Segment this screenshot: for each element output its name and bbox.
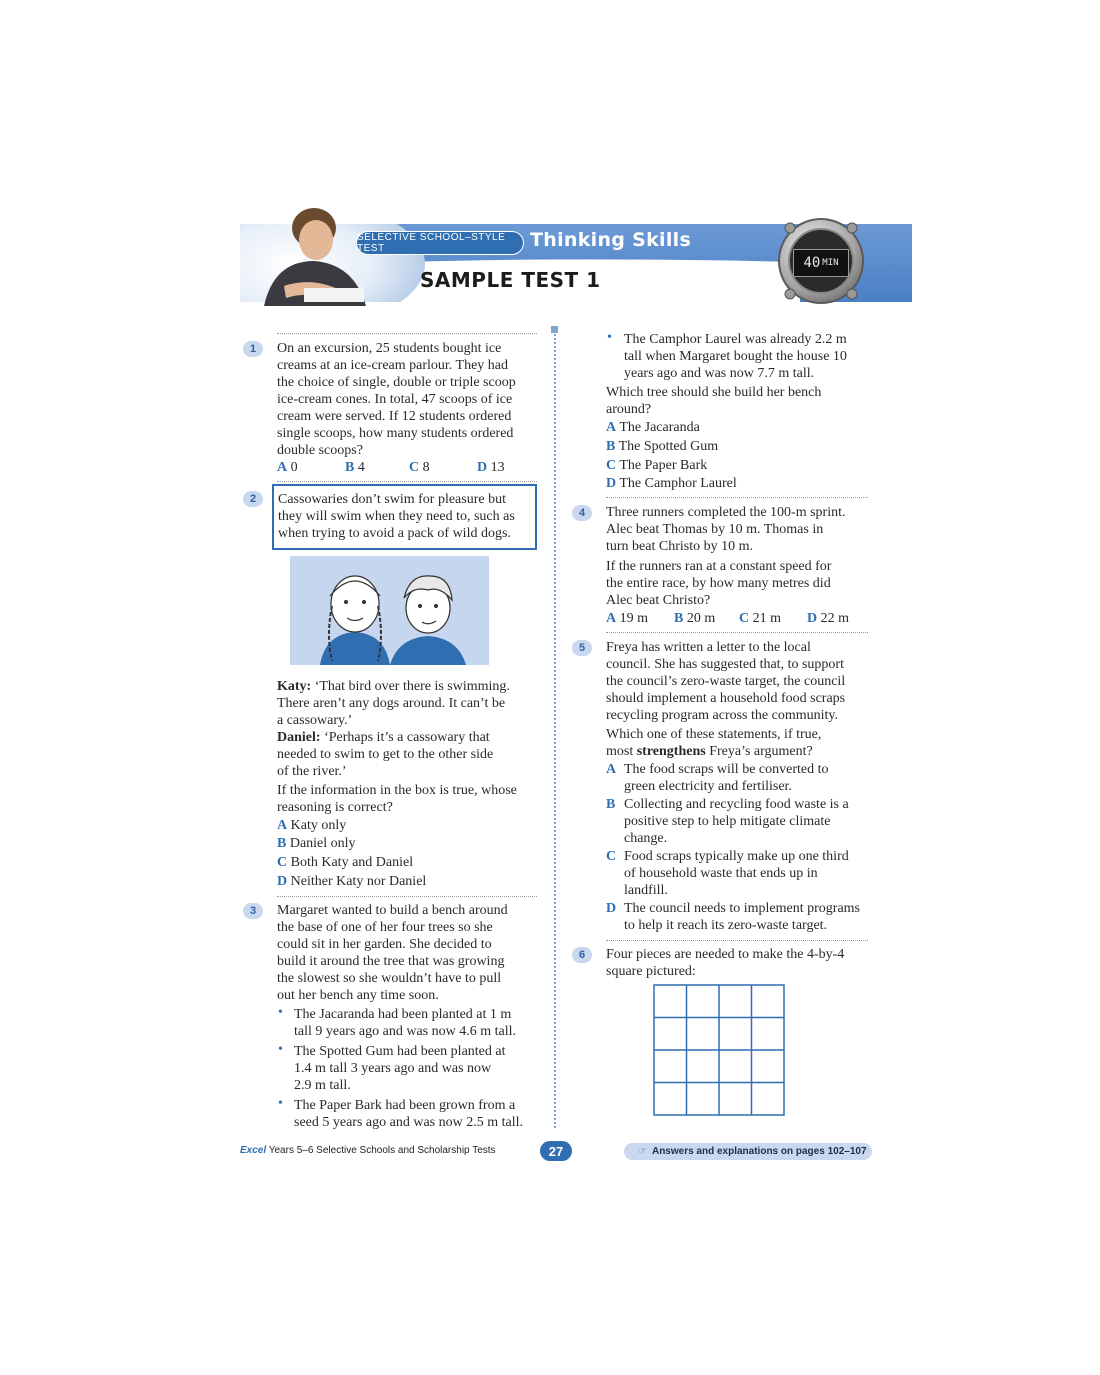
bullet-icon: • — [607, 330, 612, 345]
bullet-icon: • — [278, 1042, 283, 1057]
text-line: Freya has written a letter to the local — [606, 640, 811, 655]
answer-option[interactable] — [477, 459, 505, 476]
option-text: The Jacaranda — [619, 420, 700, 435]
book-name: Years 5–6 Selective Schools and Scholarship Tests — [266, 1145, 496, 1156]
text-line: change. — [624, 831, 668, 846]
emphasis: strengthens — [636, 744, 706, 759]
text-line: green electricity and fertiliser. — [624, 779, 792, 794]
text-span: most — [606, 744, 637, 759]
question-text — [606, 639, 876, 724]
text-line: cream were served. If 12 students ordered — [277, 409, 512, 424]
answers-text: Answers and explanations on pages 102–107 — [651, 1146, 867, 1157]
answer-option[interactable] — [277, 873, 426, 890]
option-letter: D — [606, 476, 617, 491]
text-line: Three runners completed the 100-m sprint. — [606, 505, 846, 520]
option-text: The Spotted Gum — [618, 439, 719, 454]
column-divider-marker — [551, 326, 558, 333]
answer-option[interactable] — [606, 610, 648, 627]
page-number: 27 — [540, 1141, 572, 1161]
answer-option[interactable] — [409, 459, 430, 476]
speaker-name: Katy: — [277, 679, 312, 694]
text-line: years ago and was now 7.7 m tall. — [624, 366, 815, 381]
text-line: the choice of single, double or triple scoop — [277, 375, 516, 390]
text-line: The council needs to implement programs — [624, 901, 860, 916]
text-line: Four pieces are needed to make the 4-by-4 — [606, 947, 845, 962]
question-number: 3 — [243, 903, 263, 919]
text-line: of the river.’ — [277, 764, 347, 779]
text-line: reasoning is correct? — [277, 800, 393, 815]
answer-option[interactable] — [606, 438, 718, 455]
text-line: ice-cream cones. In total, 47 scoops of ice — [277, 392, 513, 407]
question-prompt — [606, 558, 876, 609]
text-line: tall 9 years ago and was now 4.6 m tall. — [294, 1024, 517, 1039]
question-number: 2 — [243, 491, 263, 507]
speaker-name: Daniel: — [277, 730, 321, 745]
bullet-item — [294, 1043, 544, 1094]
pointing-hand-icon: ☞ — [638, 1146, 647, 1157]
text-line: ‘That bird over there is swimming. — [314, 679, 510, 694]
answer-option[interactable] — [606, 900, 876, 934]
option-letter: B — [674, 611, 684, 626]
question-prompt — [606, 384, 876, 418]
question-text — [277, 340, 547, 459]
answer-option[interactable] — [606, 761, 876, 795]
option-text: Both Katy and Daniel — [290, 855, 414, 870]
text-line: the base of one of her four trees so she — [277, 920, 493, 935]
option-letter: A — [277, 818, 288, 833]
option-letter: A — [606, 762, 617, 777]
option-letter: A — [277, 460, 288, 475]
text-line: Food scraps typically make up one third — [624, 849, 849, 864]
text-line: could sit in her garden. She decided to — [277, 937, 492, 952]
option-letter: C — [409, 460, 420, 475]
option-letter: D — [606, 901, 617, 916]
question-number: 1 — [243, 341, 263, 357]
option-letter: B — [606, 797, 616, 812]
answer-option[interactable] — [807, 610, 849, 627]
book-title — [240, 1145, 496, 1156]
timer-value: 40 — [803, 255, 821, 271]
text-span: Freya’s argument? — [705, 744, 813, 759]
text-line: should implement a household food scraps — [606, 691, 846, 706]
text-line: Collecting and recycling food waste is a — [624, 797, 849, 812]
timer-readout — [793, 249, 849, 277]
question-number: 5 — [572, 640, 592, 656]
text-line: council. She has suggested that, to support — [606, 657, 844, 672]
separator — [277, 481, 537, 482]
text-line: There aren’t any dogs around. It can’t be — [277, 696, 506, 711]
text-line: of household waste that ends up in — [624, 866, 818, 881]
option-text: The Paper Bark — [619, 458, 708, 473]
text-line: If the information in the box is true, whose — [277, 783, 517, 798]
question-text — [606, 946, 876, 980]
option-text: The Camphor Laurel — [619, 476, 737, 491]
test-type-badge: SELECTIVE SCHOOL–STYLE TEST — [356, 231, 524, 255]
separator — [606, 497, 868, 498]
text-line: The Spotted Gum had been planted at — [294, 1044, 506, 1059]
text-line: build it around the tree that was growing — [277, 954, 505, 969]
text-line: Cassowaries don’t swim for pleasure but — [278, 492, 506, 507]
option-text: Daniel only — [289, 836, 356, 851]
bullet-icon: • — [278, 1096, 283, 1111]
text-line: Alec beat Thomas by 10 m. Thomas in — [606, 522, 824, 537]
separator — [606, 632, 868, 633]
text-line: Which tree should she build her bench — [606, 385, 822, 400]
text-line: The Paper Bark had been grown from a — [294, 1098, 516, 1113]
answer-option[interactable] — [345, 459, 365, 476]
text-line: turn beat Christo by 10 m. — [606, 539, 753, 554]
option-letter: C — [606, 849, 617, 864]
text-line: creams at an ice-cream parlour. They had — [277, 358, 509, 373]
text-line: Alec beat Christo? — [606, 593, 711, 608]
timer-unit: MIN — [822, 258, 839, 268]
text-line: they will swim when they need to, such as — [278, 509, 515, 524]
text-line: when trying to avoid a pack of wild dogs. — [278, 526, 511, 541]
answers-reference — [624, 1143, 872, 1160]
text-line: square pictured: — [606, 964, 696, 979]
text-line: ‘Perhaps it’s a cassowary that — [324, 730, 490, 745]
text-line: out her bench any time soon. — [277, 988, 439, 1003]
answer-option[interactable] — [277, 459, 298, 476]
text-line: a cassowary.’ — [277, 713, 353, 728]
answer-option[interactable] — [606, 848, 876, 899]
option-letter: C — [606, 458, 617, 473]
question-text — [606, 504, 876, 555]
student-photo — [244, 206, 384, 306]
option-text: 8 — [422, 460, 430, 475]
option-text: 22 m — [820, 611, 850, 626]
bullet-item — [294, 1097, 544, 1131]
text-line: needed to swim to get to the other side — [277, 747, 494, 762]
answer-option[interactable] — [739, 610, 781, 627]
question-text — [277, 902, 547, 1004]
text-line: the slowest so she wouldn’t have to pull — [277, 971, 502, 986]
answer-option[interactable] — [277, 817, 346, 834]
text-line: The Camphor Laurel was already 2.2 m — [624, 332, 847, 347]
option-letter: D — [477, 460, 488, 475]
option-letter: B — [606, 439, 616, 454]
option-letter: B — [277, 836, 287, 851]
text-line: seed 5 years ago and was now 2.5 m tall. — [294, 1115, 523, 1130]
option-text: Katy only — [290, 818, 347, 833]
text-line: the council’s zero-waste target, the council — [606, 674, 846, 689]
dialogue — [277, 678, 547, 780]
text-line: to help it reach its zero-waste target. — [624, 918, 828, 933]
separator — [277, 896, 537, 897]
text-line: double scoops? — [277, 443, 363, 458]
text-line: the entire race, by how many metres did — [606, 576, 831, 591]
text-line: around? — [606, 402, 652, 417]
text-line: tall when Margaret bought the house 10 — [624, 349, 847, 364]
brand-name: Excel — [240, 1145, 267, 1156]
answer-option[interactable] — [606, 475, 737, 492]
bullet-icon: • — [278, 1005, 283, 1020]
answer-option[interactable] — [606, 796, 876, 847]
four-by-four-grid — [653, 984, 785, 1116]
info-box — [272, 484, 537, 550]
option-letter: C — [739, 611, 750, 626]
katy-daniel-illustration — [290, 556, 489, 665]
question-prompt — [606, 726, 876, 760]
text-line: If the runners ran at a constant speed for — [606, 559, 832, 574]
question-number: 6 — [572, 947, 592, 963]
page-title: SAMPLE TEST 1 — [420, 268, 601, 292]
option-text: 13 — [490, 460, 505, 475]
separator — [606, 940, 868, 941]
column-divider — [554, 334, 556, 1128]
separator — [277, 333, 537, 334]
text-line: On an excursion, 25 students bought ice — [277, 341, 502, 356]
text-line: 2.9 m tall. — [294, 1078, 351, 1093]
text-line: The food scraps will be converted to — [624, 762, 829, 777]
text-line: recycling program across the community. — [606, 708, 838, 723]
bullet-item — [294, 1006, 544, 1040]
option-text: 20 m — [686, 611, 716, 626]
text-line: The Jacaranda had been planted at 1 m — [294, 1007, 512, 1022]
text-line: landfill. — [624, 883, 668, 898]
question-number: 4 — [572, 505, 592, 521]
option-letter: B — [345, 460, 355, 475]
text-line: single scoops, how many students ordered — [277, 426, 514, 441]
bullet-item — [624, 331, 874, 382]
option-text: 19 m — [619, 611, 649, 626]
option-letter: A — [606, 420, 617, 435]
option-text: 0 — [290, 460, 298, 475]
option-letter: C — [277, 855, 288, 870]
option-text: 21 m — [752, 611, 782, 626]
question-prompt — [277, 782, 547, 816]
option-letter: D — [277, 874, 288, 889]
option-letter: D — [807, 611, 818, 626]
subject-title: Thinking Skills — [530, 229, 692, 251]
text-line: positive step to help mitigate climate — [624, 814, 831, 829]
option-text: Neither Katy nor Daniel — [290, 874, 427, 889]
text-line: Which one of these statements, if true, — [606, 727, 822, 742]
answer-option[interactable] — [674, 610, 715, 627]
text-line: Margaret wanted to build a bench around — [277, 903, 508, 918]
answer-option[interactable] — [606, 457, 707, 474]
answer-option[interactable] — [277, 854, 413, 871]
answer-option[interactable] — [277, 835, 356, 852]
option-text: 4 — [357, 460, 365, 475]
answer-option[interactable] — [606, 419, 700, 436]
text-line: 1.4 m tall 3 years ago and was now — [294, 1061, 492, 1076]
option-letter: A — [606, 611, 617, 626]
